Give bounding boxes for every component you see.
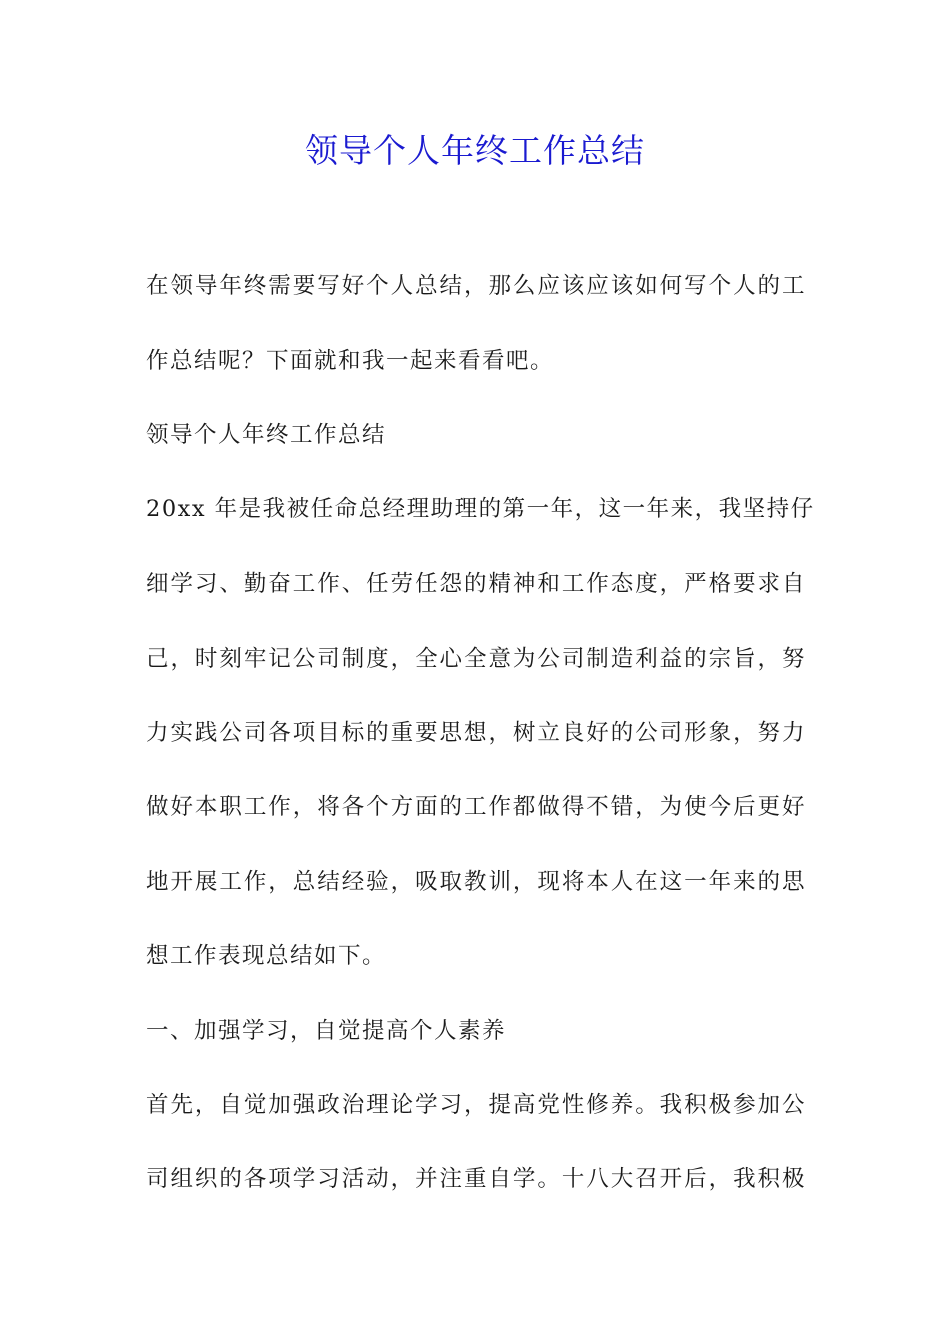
paragraph-line: 作总结呢？下面就和我一起来看看吧。 (146, 348, 555, 374)
paragraph-line: 20xx 年是我被任命总经理助理的第一年，这一年来，我坚持仔 (146, 496, 815, 522)
paragraph-line: 己，时刻牢记公司制度，全心全意为公司制造利益的宗旨，努 (146, 646, 806, 672)
section-heading: 一、加强学习，自觉提高个人素养 (146, 1018, 507, 1044)
paragraph-line: 首先，自觉加强政治理论学习，提高党性修养。我积极参加公 (146, 1092, 806, 1118)
paragraph-line: 想工作表现总结如下。 (146, 943, 387, 969)
paragraph-line: 地开展工作，总结经验，吸取教训，现将本人在这一年来的思 (146, 869, 806, 895)
paragraph-line: 力实践公司各项目标的重要思想，树立良好的公司形象，努力 (146, 720, 806, 746)
section-heading: 领导个人年终工作总结 (146, 422, 387, 448)
paragraph-line: 在领导年终需要写好个人总结，那么应该应该如何写个人的工 (146, 273, 806, 299)
paragraph-line: 做好本职工作，将各个方面的工作都做得不错，为使今后更好 (146, 794, 806, 820)
document-title: 领导个人年终工作总结 (305, 131, 645, 170)
paragraph-line: 细学习、勤奋工作、任劳任怨的精神和工作态度，严格要求自 (146, 571, 806, 597)
paragraph-line: 司组织的各项学习活动，并注重自学。十八大召开后，我积极 (146, 1166, 806, 1192)
